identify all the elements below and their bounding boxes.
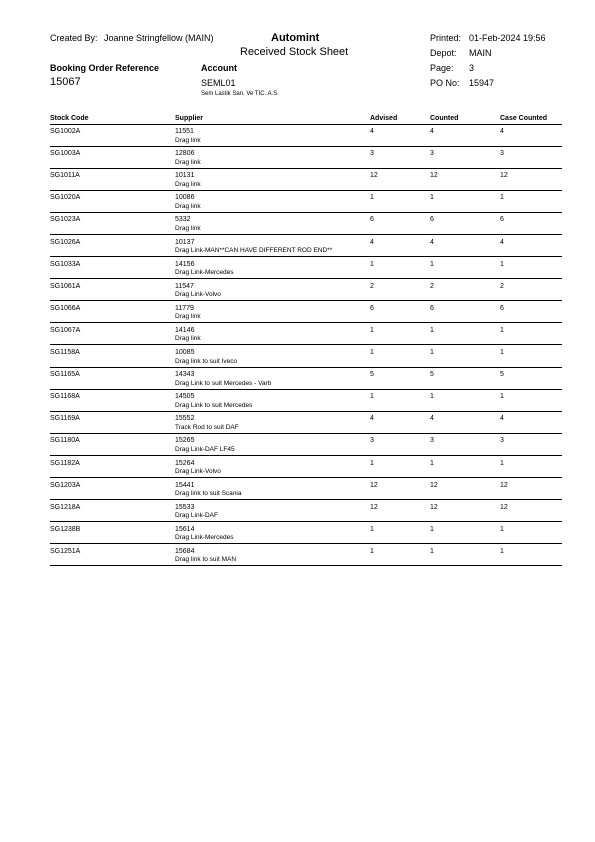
row-divider	[50, 212, 562, 213]
counted-qty: 3	[430, 437, 434, 445]
counted-qty: 1	[430, 194, 434, 202]
item-description: Drag Link-DAF LF45	[175, 445, 235, 453]
counted-qty: 4	[430, 128, 434, 135]
row-divider	[50, 543, 562, 544]
supplier-code: 12806	[175, 150, 195, 158]
stock-code: SG1033A	[50, 260, 81, 268]
case-counted-qty: 12	[500, 172, 508, 180]
depot-value: MAIN	[469, 48, 492, 58]
counted-qty: 5	[430, 371, 434, 379]
supplier-code: 15533	[175, 503, 195, 511]
stock-code: SG1011A	[50, 172, 80, 180]
counted-qty: 1	[430, 349, 434, 356]
stock-code: SG1003A	[50, 150, 81, 158]
case-counted-qty: 1	[500, 525, 504, 533]
stock-code: SG1238B	[50, 525, 81, 533]
advised-qty: 12	[370, 503, 378, 511]
supplier-code: 15441	[175, 481, 195, 489]
depot-label: Depot:	[430, 48, 457, 58]
case-counted-qty: 1	[500, 393, 504, 401]
item-description: Drag Link-Volvo	[175, 291, 221, 299]
supplier-code: 15684	[175, 547, 195, 555]
stock-code: SG1182A	[50, 459, 80, 467]
counted-qty: 6	[430, 216, 434, 224]
advised-qty: 1	[370, 260, 374, 268]
advised-qty: 1	[370, 326, 374, 334]
advised-qty: 1	[370, 194, 374, 202]
item-description: Drag link	[175, 136, 201, 144]
item-description: Drag Link-Mercedes	[175, 269, 234, 277]
supplier-code: 15552	[175, 415, 195, 423]
stock-code: SG1067A	[50, 326, 81, 334]
counted-qty: 12	[430, 481, 438, 489]
account-name: Sem Lastik San. Ve TIC. A.S.	[201, 91, 279, 97]
advised-qty: 3	[370, 150, 374, 158]
po-value: 15947	[469, 78, 495, 88]
counted-qty: 2	[430, 282, 434, 290]
page-value: 3	[469, 63, 475, 73]
case-counted-qty: 12	[500, 503, 508, 511]
advised-qty: 2	[370, 282, 374, 290]
po-label: PO No:	[430, 78, 460, 88]
advised-qty: 1	[370, 547, 374, 555]
advised-qty: 1	[370, 349, 374, 356]
supplier-code: 10086	[175, 194, 195, 202]
row-divider	[50, 455, 562, 456]
supplier-code: 15614	[175, 525, 195, 533]
row-divider	[50, 256, 562, 257]
booking-ref-label: Booking Order Reference	[50, 63, 160, 73]
page-label: Page:	[430, 63, 454, 73]
case-counted-qty: 4	[500, 128, 504, 135]
supplier-code: 10085	[175, 349, 195, 356]
report-title: Received Stock Sheet	[240, 46, 349, 58]
item-description: Drag Link to suit Mercedes - Varb	[175, 379, 272, 387]
booking-ref-value: 15067	[50, 76, 81, 88]
counted-qty: 4	[430, 238, 434, 246]
created-by-label: Created By:	[50, 33, 98, 43]
case-counted-qty: 4	[500, 238, 504, 246]
case-counted-qty: 1	[500, 326, 504, 334]
counted-qty: 1	[430, 326, 434, 334]
item-description: Drag Link-Volvo	[175, 468, 221, 475]
supplier-code: 15265	[175, 437, 195, 445]
printed-value: 01-Feb-2024 19:56	[469, 33, 546, 43]
stock-code: SG1158A	[50, 349, 80, 356]
case-counted-qty: 1	[500, 459, 504, 467]
row-divider	[50, 278, 562, 279]
stock-code: SG1061A	[50, 282, 81, 290]
advised-qty: 1	[370, 393, 374, 401]
row-divider	[50, 499, 562, 500]
stock-code: SG1023A	[50, 216, 81, 224]
stock-code: SG1203A	[50, 481, 81, 489]
advised-qty: 6	[370, 304, 374, 312]
row-divider	[50, 146, 562, 147]
item-description: Drag link to suit Scania	[175, 490, 242, 498]
counted-qty: 4	[430, 415, 434, 423]
case-counted-qty: 6	[500, 216, 504, 224]
case-counted-qty: 1	[500, 349, 504, 356]
row-divider	[50, 234, 562, 235]
header-divider	[50, 124, 562, 125]
item-description: Drag Link-MAN**CAN HAVE DIFFERENT ROD END**	[175, 247, 333, 254]
case-counted-qty: 2	[500, 282, 504, 290]
col-counted: Counted	[430, 115, 459, 122]
counted-qty: 3	[430, 150, 434, 158]
stock-code: SG1066A	[50, 304, 81, 312]
supplier-code: 14505	[175, 393, 195, 401]
col-advised: Advised	[370, 115, 398, 122]
row-divider	[50, 477, 562, 478]
advised-qty: 6	[370, 216, 374, 224]
item-description: Drag link to suit MAN	[175, 556, 237, 564]
counted-qty: 6	[430, 304, 434, 312]
supplier-code: 14343	[175, 371, 195, 379]
advised-qty: 4	[370, 238, 374, 246]
item-description: Drag Link-DAF	[175, 512, 218, 520]
printed-label: Printed:	[430, 33, 462, 43]
advised-qty: 4	[370, 415, 374, 423]
supplier-code: 10137	[175, 238, 195, 246]
supplier-code: 11779	[175, 304, 194, 312]
company-name: Automint	[271, 32, 320, 44]
stock-code: SG1020A	[50, 194, 81, 202]
item-description: Drag link	[175, 313, 201, 321]
case-counted-qty: 3	[500, 437, 504, 445]
row-divider	[50, 168, 562, 169]
row-divider	[50, 521, 562, 522]
item-description: Track Rod to suit DAF	[175, 423, 239, 431]
item-description: Drag link	[175, 180, 201, 188]
supplier-code: 14156	[175, 260, 195, 268]
supplier-code: 15264	[175, 459, 195, 467]
advised-qty: 4	[370, 128, 374, 135]
advised-qty: 12	[370, 481, 378, 489]
case-counted-qty: 5	[500, 371, 504, 379]
supplier-code: 5332	[175, 216, 191, 224]
stock-code: SG1180A	[50, 437, 80, 445]
counted-qty: 12	[430, 503, 438, 511]
item-description: Drag Link to suit Mercedes	[175, 401, 253, 409]
case-counted-qty: 1	[500, 547, 504, 555]
supplier-code: 11547	[175, 282, 194, 290]
case-counted-qty: 12	[500, 481, 508, 489]
stock-code: SG1026A	[50, 238, 81, 246]
case-counted-qty: 3	[500, 150, 504, 158]
account-label: Account	[201, 63, 237, 73]
account-code: SEML01	[201, 78, 236, 88]
item-description: Drag link	[175, 224, 201, 232]
stock-code: SG1165A	[50, 371, 80, 379]
item-description: Drag link	[175, 202, 201, 210]
stock-code: SG1218A	[50, 503, 81, 511]
case-counted-qty: 4	[500, 415, 504, 423]
item-description: Drag link	[175, 335, 201, 343]
row-divider	[50, 190, 562, 191]
col-case-counted: Case Counted	[500, 115, 548, 122]
supplier-code: 10131	[175, 172, 195, 180]
row-divider	[50, 565, 562, 566]
stock-code: SG1169A	[50, 415, 80, 423]
row-divider	[50, 300, 562, 301]
counted-qty: 1	[430, 393, 434, 401]
advised-qty: 3	[370, 437, 374, 445]
item-description: Drag link	[175, 158, 201, 166]
supplier-code: 14146	[175, 326, 195, 334]
case-counted-qty: 1	[500, 260, 504, 268]
counted-qty: 1	[430, 260, 434, 268]
row-divider	[50, 344, 562, 345]
row-divider	[50, 433, 562, 434]
col-supplier: Supplier	[175, 115, 204, 122]
created-by-value: Joanne Stringfellow (MAIN)	[104, 33, 214, 43]
stock-code: SG1002A	[50, 128, 81, 135]
counted-qty: 1	[430, 547, 434, 555]
col-stock-code: Stock Code	[50, 115, 89, 122]
item-description: Drag Link-Mercedes	[175, 534, 234, 542]
row-divider	[50, 367, 562, 368]
advised-qty: 12	[370, 172, 378, 180]
advised-qty: 1	[370, 459, 374, 467]
case-counted-qty: 1	[500, 194, 504, 202]
advised-qty: 5	[370, 371, 374, 379]
counted-qty: 1	[430, 525, 434, 533]
item-description: Drag link to suit Iveco	[175, 357, 238, 365]
counted-qty: 1	[430, 459, 434, 467]
row-divider	[50, 389, 562, 390]
advised-qty: 1	[370, 525, 374, 533]
supplier-code: 11551	[175, 128, 194, 135]
case-counted-qty: 6	[500, 304, 504, 312]
stock-code: SG1168A	[50, 393, 80, 401]
row-divider	[50, 411, 562, 412]
row-divider	[50, 322, 562, 323]
stock-code: SG1251A	[50, 547, 81, 555]
counted-qty: 12	[430, 172, 438, 180]
